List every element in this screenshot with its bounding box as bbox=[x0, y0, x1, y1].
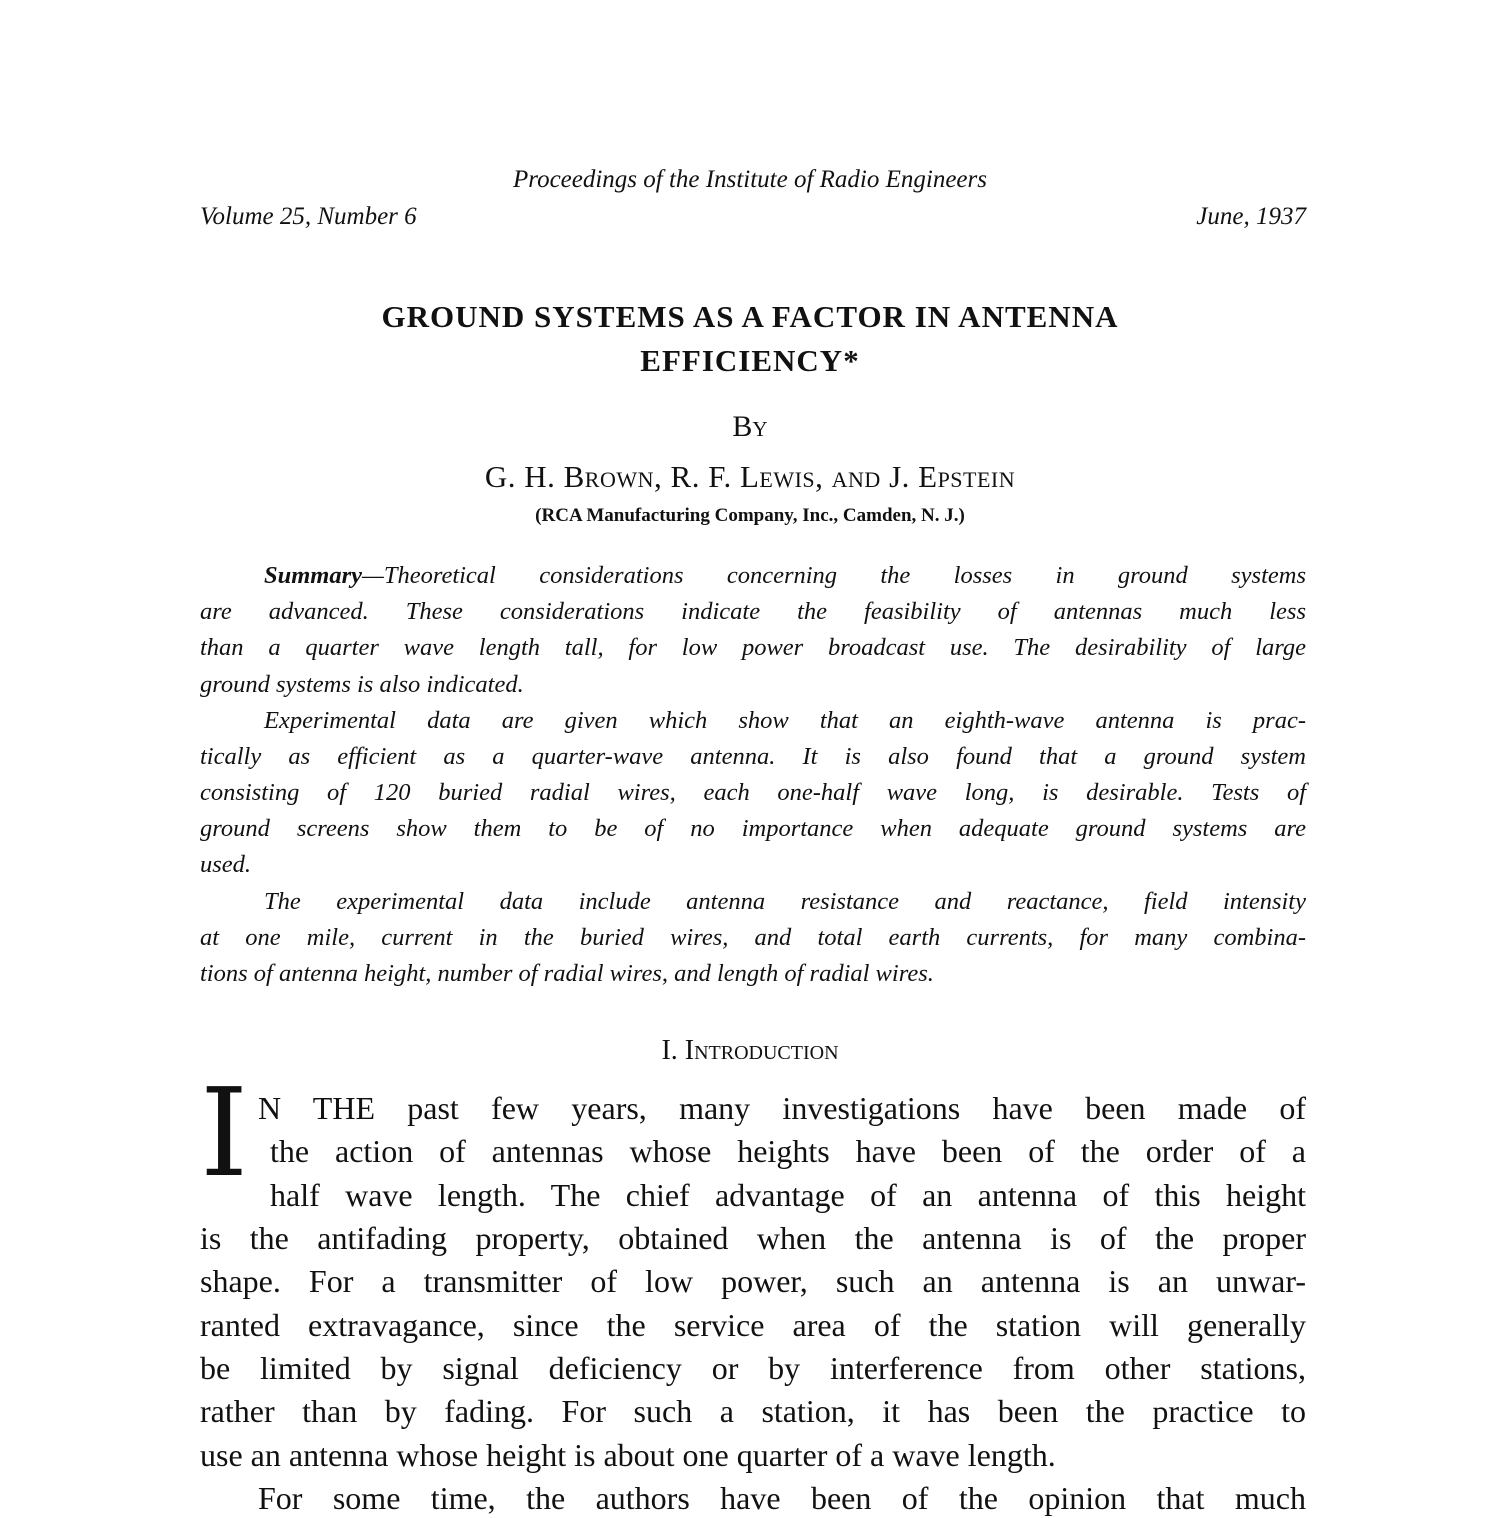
summary-line: Experimental data are given which show that an eighth-wave antenna is prac- bbox=[264, 707, 1306, 734]
summary-label: Summary bbox=[264, 562, 363, 589]
summary-line: ground systems is also indicated. bbox=[200, 671, 524, 698]
summary-line: tically as efficient as a quarter-wave antenna. It is also found that a ground system bbox=[200, 743, 1306, 770]
summary-line: tions of antenna height, number of radial wires, and length of radial wires. bbox=[200, 960, 934, 987]
summary-line: than a quarter wave length tall, for low power broadcast use. The desirability of large bbox=[200, 634, 1306, 661]
summary-line: The experimental data include antenna resistance and reactance, field intensity bbox=[264, 888, 1306, 915]
body-line: the action of antennas whose heights have been of the order of a bbox=[270, 1133, 1306, 1169]
section-heading: I. Introduction bbox=[661, 1035, 839, 1066]
summary-line: at one mile, current in the buried wires, and total earth currents, for many combina- bbox=[200, 924, 1306, 951]
body-line: is the antifading property, obtained when the antenna is of the proper bbox=[200, 1220, 1306, 1256]
summary-line: used. bbox=[200, 851, 252, 878]
title-line-2: EFFICIENCY* bbox=[640, 343, 860, 378]
body-line: use an antenna whose height is about one quarter of a wave length. bbox=[200, 1437, 1056, 1473]
drop-cap: I bbox=[200, 1062, 249, 1204]
summary-line: consisting of 120 buried radial wires, each one-half wave long, is desirable. Tests of bbox=[200, 779, 1306, 806]
byline: By bbox=[732, 410, 768, 443]
authors: G. H. Brown, R. F. Lewis, and J. Epstein bbox=[484, 459, 1016, 494]
journal-name: Proceedings of the Institute of Radio Engineers bbox=[513, 166, 987, 193]
body-line: rather than by fading. For such a station, it has been the practice to bbox=[200, 1393, 1306, 1429]
summary-line: Summary—Theoretical considerations concerning the losses in ground systems bbox=[264, 562, 1306, 589]
body-line: be limited by signal deficiency or by interference from other stations, bbox=[200, 1350, 1306, 1386]
title-line-1: GROUND SYSTEMS AS A FACTOR IN ANTENNA bbox=[381, 299, 1119, 334]
body-line: N THE past few years, many investigations have been made of bbox=[258, 1090, 1306, 1126]
summary-line: ground screens show them to be of no importance when adequate ground systems are bbox=[200, 815, 1306, 842]
issue-date: June, 1937 bbox=[1196, 203, 1306, 230]
body-line: shape. For a transmitter of low power, such an antenna is an unwar- bbox=[200, 1263, 1306, 1299]
body-line: ranted extravagance, since the service area of the station will generally bbox=[200, 1307, 1306, 1343]
body-line: half wave length. The chief advantage of an antenna of this height bbox=[270, 1177, 1306, 1213]
affiliation: (RCA Manufacturing Company, Inc., Camden, N. J.) bbox=[535, 505, 965, 526]
summary-line: are advanced. These considerations indicate the feasibility of antennas much less bbox=[200, 598, 1306, 625]
volume-number: Volume 25, Number 6 bbox=[200, 203, 417, 230]
body-line: For some time, the authors have been of the opinion that much bbox=[258, 1480, 1306, 1516]
